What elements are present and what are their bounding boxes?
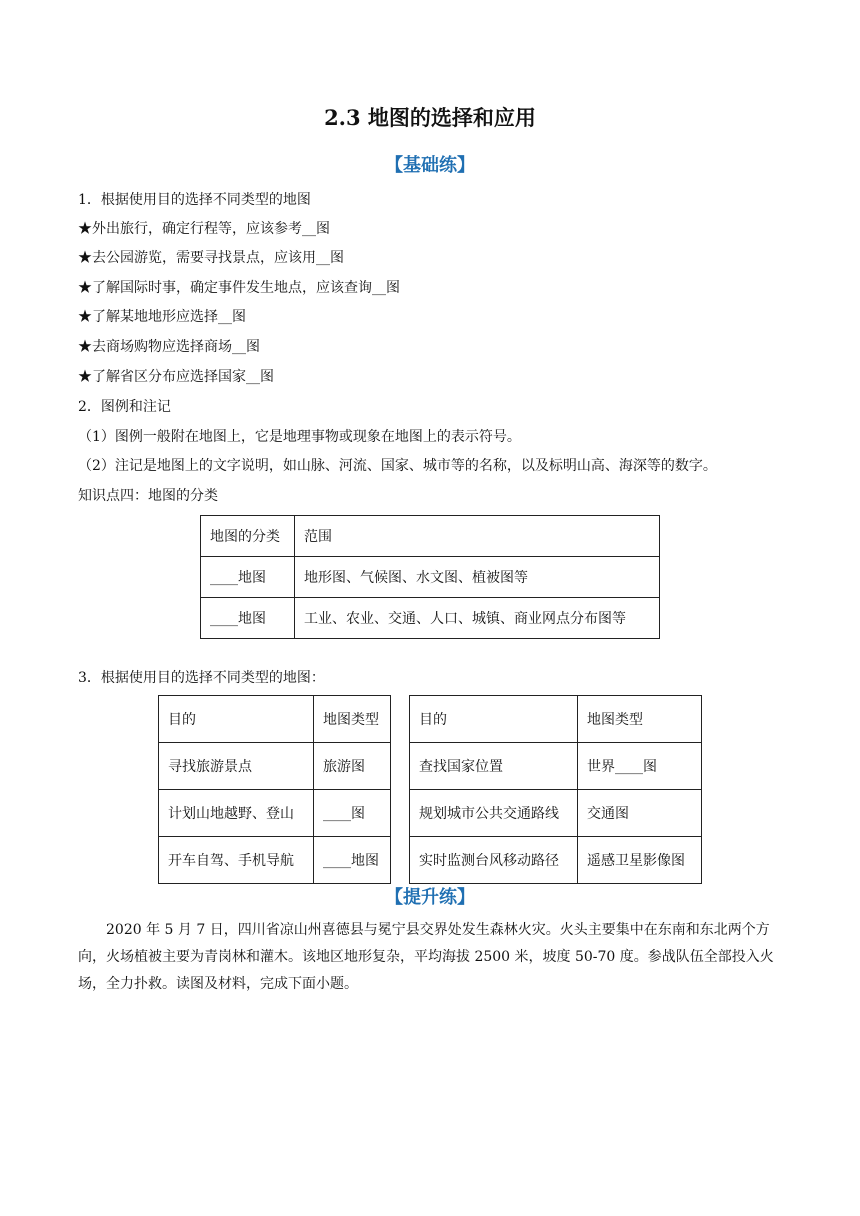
table-cell: 旅游图 [314,743,391,790]
q1-item: ★了解某地地形应选择__图 [78,309,246,325]
table-cell: 世界____图 [578,743,702,790]
section-advanced-heading: 【提升练】 [385,887,475,908]
q1-item: ★去公园游览，需要寻找景点，应该用__图 [78,250,344,266]
table-cell: ____图 [314,790,391,837]
table-cell: 交通图 [578,790,702,837]
knowledge-point-heading: 知识点四：地图的分类 [78,488,218,504]
table-cell: 寻找旅游景点 [159,743,314,790]
q1-item: ★了解国际时事，确定事件发生地点，应该查询__图 [78,280,400,296]
table-header-cell: 地图类型 [578,696,702,743]
table-cell: 实时监测台风移动路径 [410,837,578,884]
q1-item: ★了解省区分布应选择国家__图 [78,369,274,385]
table-gap [391,743,410,790]
table-cell: ____地图 [201,598,295,639]
table-header-cell: 范围 [295,516,660,557]
table-cell: 规划城市公共交通路线 [410,790,578,837]
table-cell: 遥感卫星影像图 [578,837,702,884]
table-cell: 开车自驾、手机导航 [159,837,314,884]
table-header-cell: 目的 [159,696,314,743]
table-cell: 地形图、气候图、水文图、植被图等 [295,557,660,598]
section-basic-heading: 【基础练】 [385,155,475,176]
q2-legend-text: （1）图例一般附在地图上，它是地理事物或现象在地图上的表示符号。 [78,429,521,445]
table-row [159,696,702,743]
page-title: 2.3 地图的选择和应用 [324,105,536,130]
q1-item: ★去商场购物应选择商场__图 [78,339,260,355]
table-header-cell: 地图的分类 [201,516,295,557]
table-row [201,598,660,639]
table-gap [391,837,410,884]
table-row [201,557,660,598]
table-row [159,743,702,790]
table-gap [391,790,410,837]
map-classification-table [200,515,660,639]
table-cell: ____地图 [201,557,295,598]
table-gap [391,696,410,743]
table-cell: 工业、农业、交通、人口、城镇、商业网点分布图等 [295,598,660,639]
table-row [159,837,702,884]
passage-text: 2020 年 5 月 7 日，四川省凉山州喜德县与冕宁县交界处发生森林火灾。火头主要集中在东南和东北两个方向，火场植被主要为青岗林和灌木。该地区地形复杂，平均海拔 2500 米，坡度 50-70 度。参战队伍全部投入火场，全力扑救。读图及材料，完成下面小题。 [78,922,774,992]
table-header-cell: 目的 [410,696,578,743]
table-cell: 查找国家位置 [410,743,578,790]
table-header-cell: 地图类型 [314,696,391,743]
q1-heading: 1．根据使用目的选择不同类型的地图 [78,192,311,208]
q3-heading: 3．根据使用目的选择不同类型的地图： [78,670,325,686]
table-cell: ____地图 [314,837,391,884]
table-row [201,516,660,557]
table-row [159,790,702,837]
q2-annotation-text: （2）注记是地图上的文字说明，如山脉、河流、国家、城市等的名称，以及标明山高、海深等的数字。 [78,458,717,474]
q1-item: ★外出旅行，确定行程等，应该参考__图 [78,221,330,237]
map-purpose-table [158,695,702,884]
q2-heading: 2．图例和注记 [78,399,171,415]
table-cell: 计划山地越野、登山 [159,790,314,837]
